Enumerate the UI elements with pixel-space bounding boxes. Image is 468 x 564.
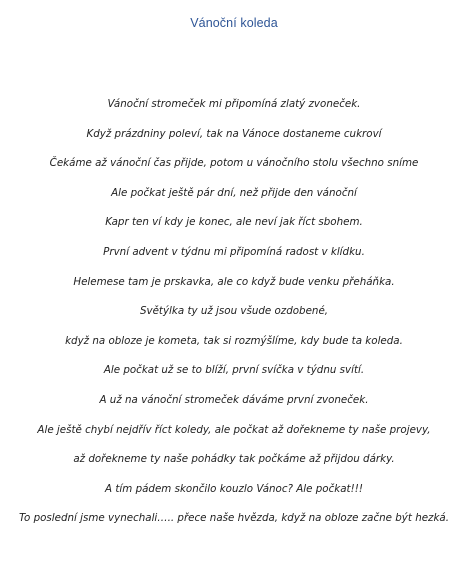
poem-line: Ale počkat už se to blíží, první svíčka v týdnu svítí. [103,364,365,377]
poem-line: To poslední jsme vynechali….. přece naše hvězda, když na obloze začne být hezká. [18,512,449,525]
document-title: Vánoční koleda [190,16,278,30]
poem-line: Čekáme až vánoční čas přijde, potom u vánočního stolu všechno snímе [49,157,419,170]
poem-line: První advent v týdnu mi připomíná radost v klídku. [103,245,365,258]
poem-line: Ale počkat ještě pár dní, než přijde den vánoční [111,186,357,199]
poem-line: Helemese tam je prskavka, ale co když bude venku přeháňka. [73,275,395,288]
poem-body [0,94,468,538]
poem-line: Světýlka ty už jsou všude ozdobené, [139,305,329,318]
poem-line: Když prázdniny poleví, tak na Vánoce dostaneme cukroví [86,127,382,140]
poem-line: až dořekneme ty naše pohádky tak počkáme až přijdou dárky. [73,453,395,466]
poem-line: když na obloze je kometa, tak si rozmýšlíme, kdy bude ta koleda. [65,334,403,347]
poem-line: Kapr ten ví kdy je konec, ale neví jak říct sbohem. [105,216,363,229]
poem-line: A tím pádem skončilo kouzlo Vánoc? Ale počkat!!! [105,482,363,495]
poem-line: A už na vánoční stromeček dáváme první zvoneček. [99,393,369,406]
poem-line: Ale ještě chybí nejdřív říct koledy, ale počkat až dořekneme ty naše projevy, [37,423,431,436]
poem-line: Vánoční stromeček mi připomíná zlatý zvoneček. [107,98,361,110]
